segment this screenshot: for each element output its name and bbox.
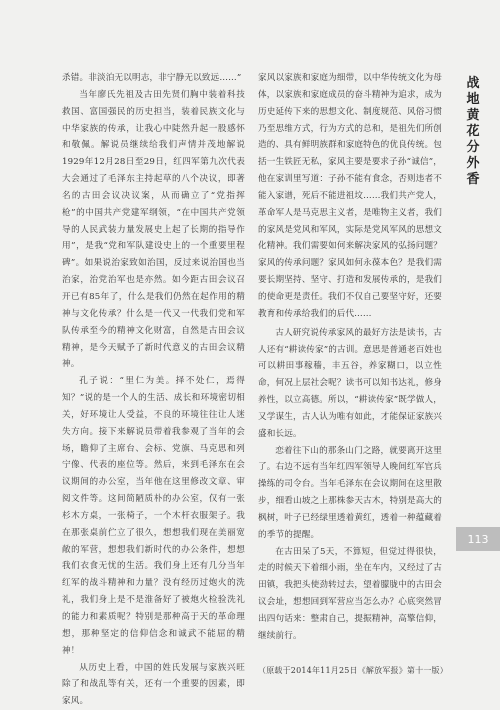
paragraph: 杀错。非淡泊无以明志，非宁静无以致远……” [62, 73, 242, 83]
title-char: 黄 [466, 108, 480, 123]
title-char: 战 [466, 76, 480, 91]
paragraph: 恋着往下山的那条山门之路，就要离开这里了。右边不远有当年红四军领导人晚间红军官兵操练的司令台。当年毛泽东在会议期间在这里散步，细看山坡之上那株参天古木，特别是高大的枫树，叶子已经绿里透着黄红，透着一种蕴藏着的季节的提醒。 [258, 445, 442, 540]
page-number: 113 [467, 532, 489, 546]
paragraph: 在古田呆了5天，不算短，但觉过得很快，走的时候天下着细小雨，坐在车内，又经过了古田镇，我把头使劲转过去，望着朦胧中的古田会议会址，想想回到军营应当怎么办？心底突然冒出四句话来：整肃自己，提振精神，高擎信仰，继续前行。 [258, 546, 442, 641]
left-text-column [62, 70, 245, 710]
title-char: 花 [466, 124, 480, 139]
source-citation: （原载于2014年11月25日《解放军报》第十一版） [258, 665, 448, 675]
title-char: 地 [466, 92, 480, 107]
page-number-tab [456, 527, 500, 551]
title-char: 分 [466, 140, 480, 155]
title-char: 外 [466, 156, 480, 171]
paragraph: 当年廖氏先祖及古田先贤们胸中装着科技救国、富国强民的历史担当，装着民族文化与中华家族的传承，让我心中陡然升起一股感怀和敬佩。解说员继续给我们声情并茂地解说1929年12月28日至29日，红四军第九次代表大会通过了毛泽东主持起草的八个决议，即著名的古田会议决议案，从而确立了“党指挥枪”的中国共产党建军纲领，“在中国共产党领导的人民武装力量发展史上起了长期的指导作用”，是我“党和军队建设史上的一个重要里程碑”。如果说治家致如治国，反过来说治国也当治家，治党治军也是亦然。如今距古田会议召开已有85年了，什么是我们仍然在起作用的精神与文化传承？什么是一代又一代我们党和军队传承至今的精神文化财富，自然是古田会议精神，是今天赋予了新时代意义的古田会议精神。 [62, 89, 245, 370]
paragraph: 古人研究说传承家风的最好方法是读书，古人还有“耕读传家”的古训。意思是普通老百姓也可以耕田事稼穑，丰五谷，养家糊口，以立性命，何况上层社会呢？读书可以知书达礼，修身养性，以立高德。所以，“耕读传家”既学做人，又学谋生，古人认为唯有如此，才能保证家族兴盛和长远。 [258, 327, 442, 439]
paragraph: 家风以家族和家庭为细带，以中华传统文化为母体，以家族和家庭成员的奋斗精神为追求，成为历史延传下来的思想文化、制度规范、风俗习惯乃至思维方式，行为方式的总和，是祖先们所创造的、具有鲜明族群和家庭特色的优良传统。包括一生铁匠无私，家风主要是要求子孙“诚信”，他在家训里写道：子孙不能有食念，否则违者不能入家谱，死后不能进祖坟……我们共产党人，革命军人是马克思主义者，是唯物主义者，我们的家风是党风和军风，实际是党风军风的思想文化精神。我们需要如何来解决家风的弘扬问题？家风的传承问题？家风如何永葆本色？是我们需要长期坚持、坚守、打造和发展传承的，是我们的使命更是责任。我们不仅自己要坚守好，还要教育和传承给我们的后代…… [258, 73, 442, 319]
paragraph: 孔子说：“里仁为美。择不处仁，焉得知？”说的是一个人的生活、成长和环境密切相关，好环境让人受益，不良的环境往往让人迷失方向。接下来解说员带着我参观了当年的会场，瞻仰了主席台、会标、党旗、马克思和列宁像、代表的座位等。然后，来到毛泽东在会议期间的办公室，当年他在这里修改文章、审阅文件等。这间简陋质朴的办公室，仅有一张杉木方桌，一张椅子，一个木杆衣服架子。我在那张桌前伫立了很久，想想我们现在美丽宽敞的军营，想想我们新时代的办公条件，想想我们衣食无忧的生活。我们身上还有几分当年红军的战斗精神和力量？没有经历过炮火的洗礼，我们身上是不是淮备好了被炮火检验洗礼的能力和素质呢？特别是那种高于天的革命理想，那种坚定的信仰信念和诚武不能屈的精神！ [62, 376, 245, 656]
title-char: 香 [466, 172, 480, 187]
section-title-vertical [460, 76, 486, 188]
right-text-column [258, 70, 448, 680]
paragraph: 从历史上看，中国的姓氏发展与家族兴旺除了和战乱等有关，还有一个重要的因素，即家风。 [62, 662, 245, 707]
